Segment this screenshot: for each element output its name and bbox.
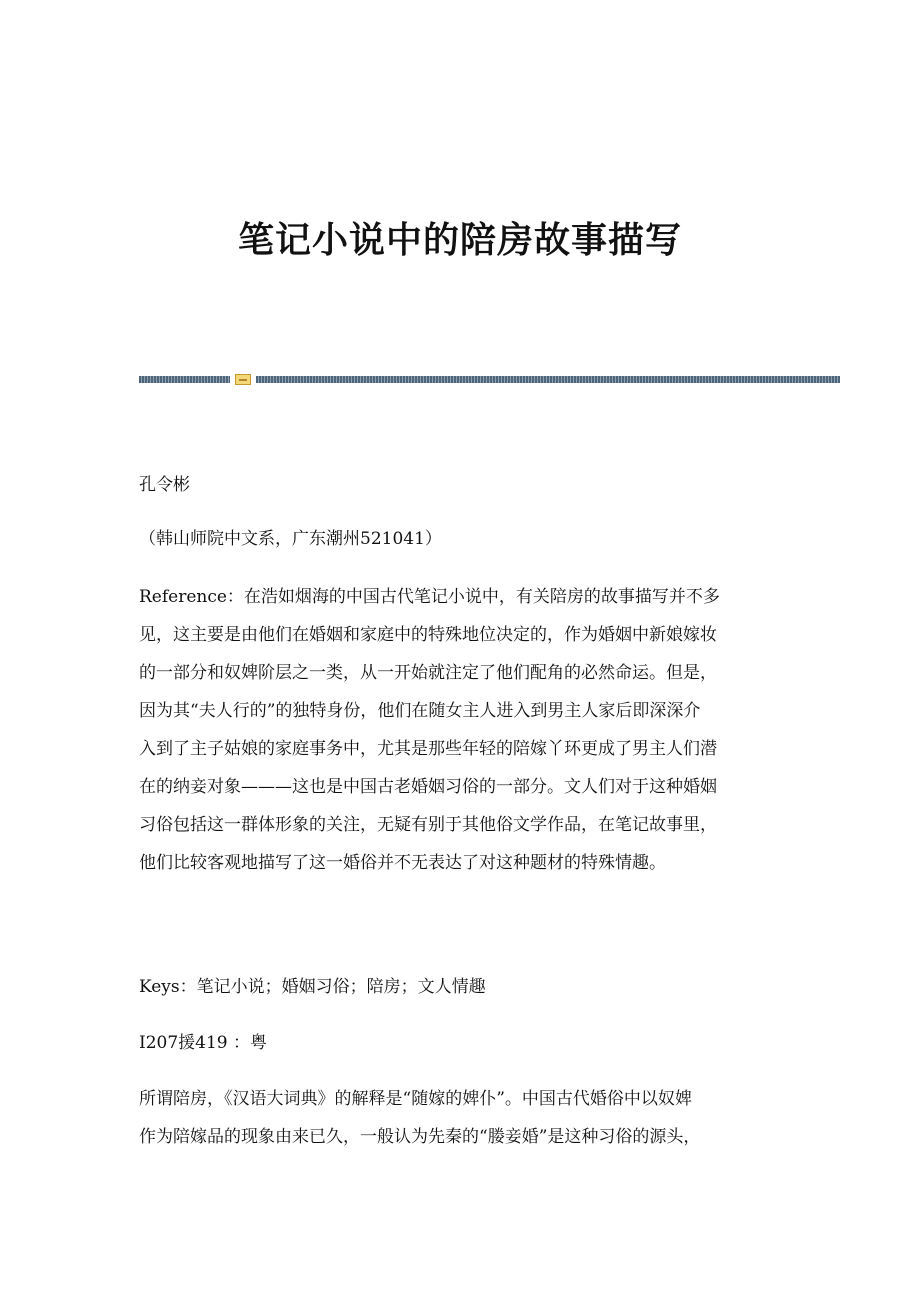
body-text <box>139 1080 779 1156</box>
abstract <box>139 578 779 882</box>
abstract-line: 习俗包括这一群体形象的关注，无疑有别于其他俗文学作品，在笔记故事里， <box>139 815 717 835</box>
abstract-line: 的一部分和奴婢阶层之一类，从一开始就注定了他们配角的必然命运。但是， <box>139 663 717 683</box>
author-name: 孔令彬 <box>139 475 190 495</box>
divider-ornament-icon <box>235 374 251 385</box>
document-title: 笔记小说中的陪房故事描写 <box>237 219 682 261</box>
title-divider <box>139 374 840 386</box>
classification-number: I207援419 ：粤 <box>139 1033 268 1053</box>
abstract-line: 见，这主要是由他们在婚姻和家庭中的特殊地位决定的，作为婚姻中新娘嫁妆 <box>139 625 717 645</box>
divider-bar-left <box>139 376 230 383</box>
divider-bar-right <box>256 376 840 383</box>
body-line: 作为陪嫁品的现象由来已久，一般认为先秦的“媵妾婚”是这种习俗的源头， <box>139 1127 701 1147</box>
keywords: Keys：笔记小说；婚姻习俗；陪房；文人情趣 <box>139 977 486 997</box>
abstract-line: 入到了主子姑娘的家庭事务中，尤其是那些年轻的陪嫁丫环更成了男主人们潜 <box>139 739 717 759</box>
abstract-line: 在的纳妾对象———这也是中国古老婚姻习俗的一部分。文人们对于这种婚姻 <box>139 777 717 797</box>
body-line: 所谓陪房，《汉语大词典》的解释是“随嫁的婢仆”。中国古代婚俗中以奴婢 <box>139 1089 692 1109</box>
abstract-line: 因为其“夫人行的”的独特身份，他们在随女主人进入到男主人家后即深深介 <box>139 701 701 721</box>
abstract-line: Reference：在浩如烟海的中国古代笔记小说中，有关陪房的故事描写并不多 <box>139 587 720 607</box>
author-affiliation: （韩山师院中文系，广东潮州521041） <box>139 529 442 549</box>
abstract-line: 他们比较客观地描写了这一婚俗并不无表达了对这种题材的特殊情趣。 <box>139 853 666 873</box>
